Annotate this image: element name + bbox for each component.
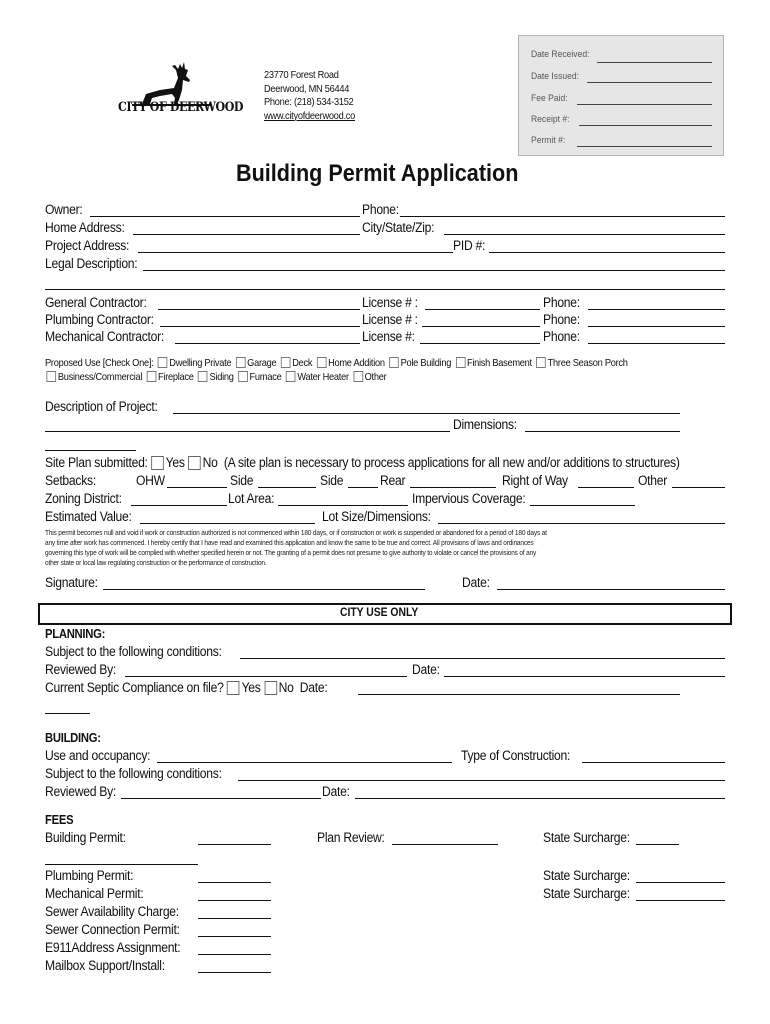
use-occupancy-field[interactable] bbox=[157, 762, 452, 763]
septic-no-checkbox[interactable] bbox=[264, 681, 277, 695]
plumbing-permit-label: Plumbing Permit: bbox=[45, 868, 134, 883]
disclaimer-line: governing this type of work will be complied with whether specified herein or not. The granting of a permit does not presume to give authority to violate or cancel the provisions of any bbox=[45, 548, 537, 557]
water-heater-checkbox[interactable] bbox=[286, 371, 296, 382]
right-of-way-field[interactable] bbox=[578, 487, 634, 488]
description-label: Description of Project: bbox=[45, 399, 158, 414]
building-reviewed-by-label: Reviewed By: bbox=[45, 784, 117, 799]
side1-field[interactable] bbox=[258, 487, 316, 488]
septic-extra-field[interactable] bbox=[45, 713, 90, 714]
address-line1: 23770 Forest Road bbox=[264, 69, 339, 81]
pole-building-checkbox[interactable] bbox=[389, 357, 399, 368]
disclaimer-line: This permit becomes null and void if work or construction authorized is not commenced within 180 days, or if construction or work is suspended or abandoned for a period of 180 days at bbox=[45, 528, 547, 537]
proposed-use-row2 bbox=[42, 371, 386, 383]
disclaimer-text bbox=[45, 528, 547, 568]
side1-label: Side bbox=[230, 473, 254, 488]
use-occupancy-label: Use and occupancy: bbox=[45, 748, 151, 763]
plumbing-contractor-field[interactable] bbox=[160, 326, 360, 327]
date-received-label: Date Received: bbox=[531, 49, 590, 60]
pid-field[interactable] bbox=[489, 252, 725, 253]
plumbing-permit-field[interactable] bbox=[198, 882, 271, 883]
estimated-value-field[interactable] bbox=[140, 523, 315, 524]
plumbing-contractor-label: Plumbing Contractor: bbox=[45, 312, 154, 327]
building-permit-field[interactable] bbox=[198, 844, 271, 845]
building-conditions-field[interactable] bbox=[238, 780, 725, 781]
setback-other-field[interactable] bbox=[672, 487, 725, 488]
plumbing-license-field[interactable] bbox=[422, 326, 540, 327]
address-line2: Deerwood, MN 56444 bbox=[264, 82, 350, 95]
site-plan-no-checkbox[interactable] bbox=[188, 456, 201, 470]
mechanical-permit-label: Mechanical Permit: bbox=[45, 886, 144, 901]
lot-size-field[interactable] bbox=[438, 523, 725, 524]
page-title: Building Permit Application bbox=[236, 160, 519, 187]
planning-reviewed-by-field[interactable] bbox=[125, 676, 407, 677]
state-surcharge-label-1: State Surcharge: bbox=[543, 830, 630, 845]
siding-label: Siding bbox=[209, 371, 234, 383]
general-phone-field[interactable] bbox=[588, 309, 725, 310]
site-plan-yes-label: Yes bbox=[165, 455, 185, 470]
building-conditions-label: Subject to the following conditions: bbox=[45, 766, 222, 781]
building-heading: BUILDING: bbox=[45, 731, 101, 745]
city-use-only-banner bbox=[38, 603, 732, 625]
septic-date-field[interactable] bbox=[358, 694, 680, 695]
lot-area-label: Lot Area: bbox=[228, 491, 275, 506]
city-state-zip-field[interactable] bbox=[444, 234, 725, 235]
dimensions-field[interactable] bbox=[525, 431, 680, 432]
finish-basement-label: Finish Basement bbox=[466, 357, 532, 369]
owner-field[interactable] bbox=[90, 216, 360, 217]
e911-field[interactable] bbox=[198, 954, 271, 955]
plumbing-phone-field[interactable] bbox=[588, 326, 725, 327]
septic-date-label: Date: bbox=[299, 680, 328, 695]
site-plan-yes-checkbox[interactable] bbox=[151, 456, 164, 470]
setbacks-label: Setbacks: bbox=[45, 473, 96, 488]
septic-yes-checkbox[interactable] bbox=[227, 681, 240, 695]
state-surcharge-label-3: State Surcharge: bbox=[543, 886, 630, 901]
dimensions-label: Dimensions: bbox=[453, 417, 517, 432]
plan-review-field[interactable] bbox=[392, 844, 498, 845]
signature-date-label: Date: bbox=[462, 575, 490, 590]
mailbox-field[interactable] bbox=[198, 972, 271, 973]
plumbing-phone-label: Phone: bbox=[543, 312, 580, 327]
three-season-porch-checkbox[interactable] bbox=[536, 357, 546, 368]
description-field-2[interactable] bbox=[45, 431, 450, 432]
planning-conditions-label: Subject to the following conditions: bbox=[45, 644, 222, 659]
business-commercial-label: Business/Commercial bbox=[57, 371, 143, 383]
side2-label: Side bbox=[320, 473, 344, 488]
fee-paid-label: Fee Paid: bbox=[531, 93, 568, 104]
signature-field[interactable] bbox=[103, 589, 425, 590]
plumbing-license-label: License # : bbox=[362, 312, 418, 327]
building-permit-label: Building Permit: bbox=[45, 830, 126, 845]
owner-phone-field[interactable] bbox=[400, 216, 725, 217]
site-plan-row bbox=[45, 455, 680, 470]
estimated-value-label: Estimated Value: bbox=[45, 509, 132, 524]
site-plan-note: (A site plan is necessary to process applications for all new and/or additions to structures) bbox=[223, 455, 680, 470]
building-reviewed-by-field[interactable] bbox=[121, 798, 321, 799]
fees-heading: FEES bbox=[45, 813, 74, 827]
state-surcharge-field-2[interactable] bbox=[636, 882, 725, 883]
date-issued-label: Date Issued: bbox=[531, 71, 580, 82]
rear-field[interactable] bbox=[410, 487, 496, 488]
legal-description-field[interactable] bbox=[143, 270, 725, 271]
other-checkbox[interactable] bbox=[353, 371, 363, 382]
site-plan-label: Site Plan submitted: bbox=[45, 455, 148, 470]
mechanical-license-label: License #: bbox=[362, 329, 415, 344]
mechanical-contractor-label: Mechanical Contractor: bbox=[45, 329, 164, 344]
fee-paid-field[interactable] bbox=[577, 104, 712, 105]
legal-description-field-2[interactable] bbox=[45, 289, 725, 290]
permit-label: Permit #: bbox=[531, 135, 566, 146]
septic-yes-label: Yes bbox=[241, 680, 261, 695]
city-state-zip-label: City/State/Zip: bbox=[362, 220, 435, 235]
state-surcharge-label-2: State Surcharge: bbox=[543, 868, 630, 883]
date-received-field[interactable] bbox=[597, 62, 712, 63]
setback-other-label: Other bbox=[638, 473, 668, 488]
building-date-label: Date: bbox=[322, 784, 350, 799]
sewer-availability-label: Sewer Availability Charge: bbox=[45, 904, 179, 919]
plan-review-label: Plan Review: bbox=[317, 830, 385, 845]
description-field[interactable] bbox=[173, 413, 680, 414]
septic-label: Current Septic Compliance on file? bbox=[45, 680, 224, 695]
signature-label: Signature: bbox=[45, 575, 98, 590]
proposed-use-label: Proposed Use [Check One]: bbox=[45, 357, 154, 369]
signature-date-field[interactable] bbox=[497, 589, 725, 590]
mechanical-phone-field[interactable] bbox=[588, 343, 725, 344]
siding-checkbox[interactable] bbox=[198, 371, 208, 382]
sewer-connection-label: Sewer Connection Permit: bbox=[45, 922, 180, 937]
mechanical-license-field[interactable] bbox=[420, 343, 540, 344]
general-phone-label: Phone: bbox=[543, 295, 580, 310]
furnace-label: Furnace bbox=[249, 371, 282, 383]
description-field-3[interactable] bbox=[45, 450, 136, 451]
building-date-field[interactable] bbox=[355, 798, 725, 799]
side2-field[interactable] bbox=[348, 487, 378, 488]
general-license-label: License # : bbox=[362, 295, 418, 310]
project-address-field[interactable] bbox=[138, 252, 453, 253]
construction-type-field[interactable] bbox=[582, 762, 725, 763]
state-surcharge-field-1[interactable] bbox=[636, 844, 679, 845]
other-label: Other bbox=[364, 371, 387, 383]
mailbox-label: Mailbox Support/Install: bbox=[45, 958, 165, 973]
site-plan-no-label: No bbox=[202, 455, 218, 470]
disclaimer-line: any time after work has commenced. I hereby certify that I have read and examined this application and know the same to be true and correct. All provisions of laws and ordinances bbox=[45, 538, 534, 547]
lot-size-label: Lot Size/Dimensions: bbox=[322, 509, 431, 524]
receipt-field[interactable] bbox=[579, 125, 712, 126]
proposed-use-row1 bbox=[45, 357, 628, 369]
home-addition-label: Home Addition bbox=[328, 357, 385, 369]
sewer-availability-field[interactable] bbox=[198, 918, 271, 919]
planning-heading: PLANNING: bbox=[45, 627, 106, 641]
general-contractor-field[interactable] bbox=[158, 309, 360, 310]
logo-text: CITY OF DEERWOOD bbox=[118, 100, 244, 115]
planning-date-field[interactable] bbox=[444, 676, 725, 677]
water-heater-label: Water Heater bbox=[297, 371, 349, 383]
city-use-only-label: CITY USE ONLY bbox=[340, 607, 419, 619]
dwelling-private-checkbox[interactable] bbox=[158, 357, 168, 368]
furnace-checkbox[interactable] bbox=[238, 371, 248, 382]
office-use-box bbox=[518, 35, 724, 156]
construction-type-label: Type of Construction: bbox=[461, 748, 571, 763]
mechanical-phone-label: Phone: bbox=[543, 329, 580, 344]
garage-label: Garage bbox=[247, 357, 277, 369]
zoning-field[interactable] bbox=[131, 505, 227, 506]
e911-label: E911Address Assignment: bbox=[45, 940, 181, 955]
state-surcharge-field-3[interactable] bbox=[636, 900, 725, 901]
fees-extra-field[interactable] bbox=[45, 864, 198, 865]
receipt-label: Receipt #: bbox=[531, 114, 570, 125]
ohw-label: OHW bbox=[136, 473, 165, 488]
impervious-label: Impervious Coverage: bbox=[412, 491, 526, 506]
mechanical-contractor-field[interactable] bbox=[175, 343, 360, 344]
ohw-field[interactable] bbox=[167, 487, 227, 488]
fireplace-checkbox[interactable] bbox=[147, 371, 157, 382]
planning-date-label: Date: bbox=[412, 662, 440, 677]
general-contractor-label: General Contractor: bbox=[45, 295, 147, 310]
pole-building-label: Pole Building bbox=[400, 357, 452, 369]
phone-text: Phone: (218) 534-3152 bbox=[264, 96, 354, 108]
permit-field[interactable] bbox=[577, 146, 712, 147]
planning-conditions-field[interactable] bbox=[240, 658, 725, 659]
sewer-connection-field[interactable] bbox=[198, 936, 271, 937]
home-address-field[interactable] bbox=[133, 234, 360, 235]
project-address-label: Project Address: bbox=[45, 238, 130, 253]
septic-row bbox=[45, 680, 328, 695]
finish-basement-checkbox[interactable] bbox=[456, 357, 466, 368]
address-block bbox=[264, 69, 355, 123]
home-addition-checkbox[interactable] bbox=[317, 357, 327, 368]
deck-checkbox[interactable] bbox=[281, 357, 291, 368]
phone-label: Phone: bbox=[362, 202, 399, 217]
deck-label: Deck bbox=[292, 357, 313, 369]
owner-label: Owner: bbox=[45, 202, 83, 217]
fireplace-label: Fireplace bbox=[158, 371, 194, 383]
impervious-field[interactable] bbox=[530, 505, 635, 506]
legal-description-label: Legal Description: bbox=[45, 256, 138, 271]
rear-label: Rear bbox=[380, 473, 406, 488]
disclaimer-line: other state or local law regulating construction or the performance of construction. bbox=[45, 558, 267, 567]
mechanical-permit-field[interactable] bbox=[198, 900, 271, 901]
dwelling-private-label: Dwelling Private bbox=[169, 357, 232, 369]
three-season-porch-label: Three Season Porch bbox=[547, 357, 628, 369]
right-of-way-label: Right of Way bbox=[502, 473, 568, 488]
website-link[interactable]: www.cityofdeerwood.co bbox=[264, 109, 356, 122]
planning-reviewed-by-label: Reviewed By: bbox=[45, 662, 117, 677]
business-commercial-checkbox[interactable] bbox=[46, 371, 56, 382]
pid-label: PID #: bbox=[453, 238, 486, 253]
zoning-label: Zoning District: bbox=[45, 491, 122, 506]
home-address-label: Home Address: bbox=[45, 220, 125, 235]
garage-checkbox[interactable] bbox=[236, 357, 246, 368]
city-logo bbox=[112, 58, 244, 122]
date-issued-field[interactable] bbox=[587, 82, 712, 83]
general-license-field[interactable] bbox=[425, 309, 540, 310]
lot-area-field[interactable] bbox=[278, 505, 408, 506]
septic-no-label: No bbox=[278, 680, 294, 695]
